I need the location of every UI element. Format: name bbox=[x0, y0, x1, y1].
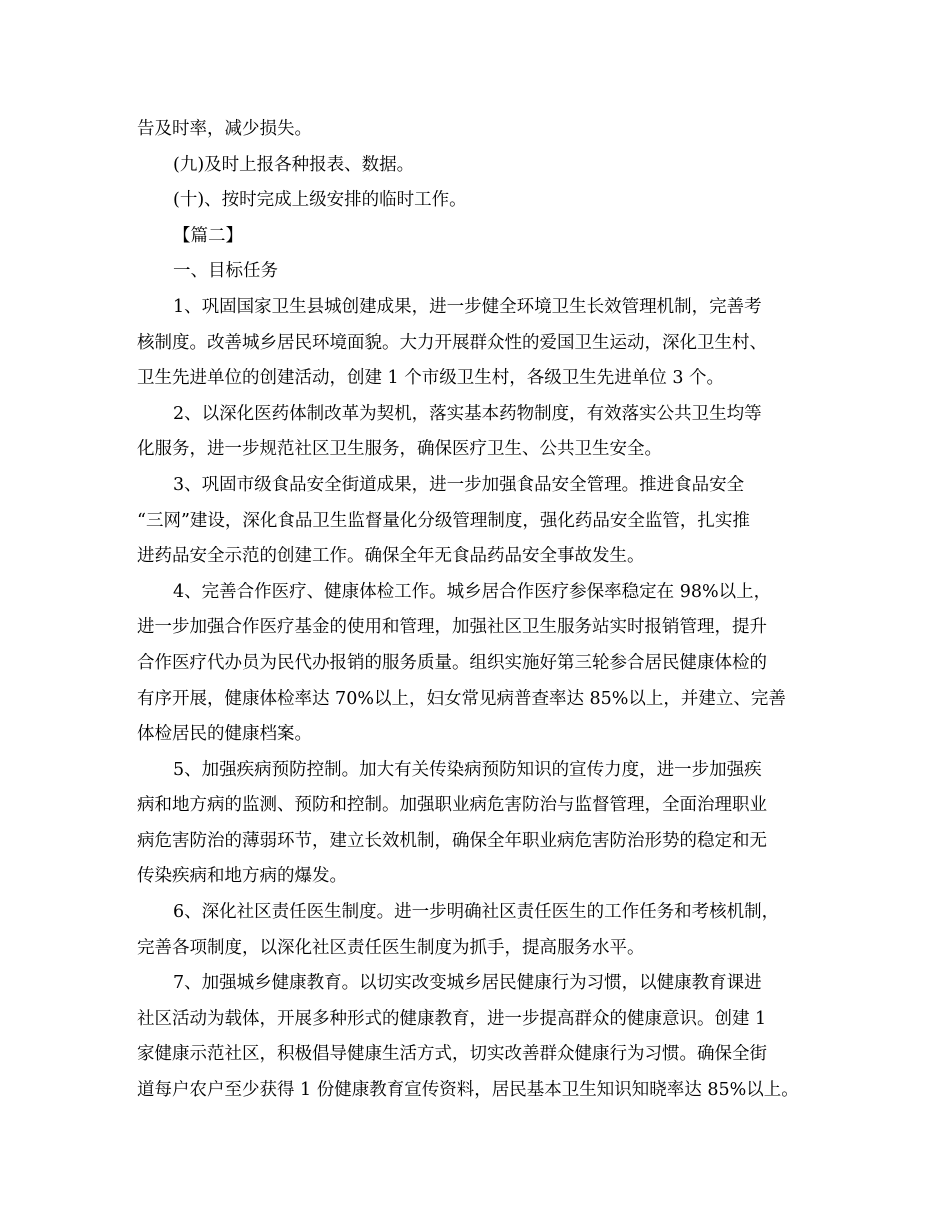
text-line: 4、完善合作医疗、健康体检工作。城乡居合作医疗参保率稳定在 98%以上， bbox=[173, 581, 772, 602]
text-line: 社区活动为载体，开展多种形式的健康教育，进一步提高群众的健康意识。创建 1 bbox=[137, 1008, 767, 1029]
text-line: 体检居民的健康档案。 bbox=[137, 724, 312, 745]
text-line: 【篇二】 bbox=[173, 225, 243, 246]
text-line: 1、巩固国家卫生县城创建成果，进一步健全环境卫生长效管理机制，完善考 bbox=[173, 296, 762, 317]
text-line: 传染疾病和地方病的爆发。 bbox=[137, 866, 347, 887]
text-line: 家健康示范社区，积极倡导健康生活方式，切实改善群众健康行为习惯。确保全街 bbox=[137, 1044, 767, 1065]
text-line: 一、目标任务 bbox=[173, 261, 278, 282]
text-line: 7、加强城乡健康教育。以切实改变城乡居民健康行为习惯，以健康教育课进 bbox=[173, 973, 762, 994]
text-line: “三网”建设，深化食品卫生监督量化分级管理制度，强化药品安全监管，扎实推 bbox=[137, 510, 750, 531]
text-line: 化服务，进一步规范社区卫生服务，确保医疗卫生、公共卫生安全。 bbox=[137, 439, 662, 460]
text-line: 核制度。改善城乡居民环境面貌。大力开展群众性的爱国卫生运动，深化卫生村、 bbox=[137, 332, 767, 353]
text-line: 道每户农户至少获得 1 份健康教育宣传资料，居民基本卫生知识知晓率达 85%以上。 bbox=[137, 1080, 799, 1101]
text-line: 2、以深化医药体制改革为契机，落实基本药物制度，有效落实公共卫生均等 bbox=[173, 403, 762, 424]
text-line: (九)及时上报各种报表、数据。 bbox=[173, 154, 415, 175]
text-line: 病和地方病的监测、预防和控制。加强职业病危害防治与监督管理，全面治理职业 bbox=[137, 795, 767, 816]
document-body bbox=[137, 112, 827, 1109]
text-line: 有序开展，健康体检率达 70%以上，妇女常见病普查率达 85%以上，并建立、完善 bbox=[137, 688, 786, 709]
text-line: 进药品安全示范的创建工作。确保全年无食品药品安全事故发生。 bbox=[137, 546, 645, 567]
text-line: 告及时率，减少损失。 bbox=[137, 119, 312, 139]
text-line: 5、加强疾病预防控制。加大有关传染病预防知识的宣传力度，进一步加强疾 bbox=[173, 759, 762, 780]
text-line: 卫生先进单位的创建活动，创建 1 个市级卫生村，各级卫生先进单位 3 个。 bbox=[137, 368, 725, 389]
text-line: 3、巩固市级食品安全街道成果，进一步加强食品安全管理。推进食品安全 bbox=[173, 474, 745, 495]
text-line: 合作医疗代办员为民代办报销的服务质量。组织实施好第三轮参合居民健康体检的 bbox=[137, 652, 767, 673]
text-line: 进一步加强合作医疗基金的使用和管理，加强社区卫生服务站实时报销管理，提升 bbox=[137, 617, 767, 638]
text-line: 6、深化社区责任医生制度。进一步明确社区责任医生的工作任务和考核机制， bbox=[173, 902, 780, 923]
text-line: (十)、按时完成上级安排的临时工作。 bbox=[173, 190, 467, 211]
text-line: 病危害防治的薄弱环节，建立长效机制，确保全年职业病危害防治形势的稳定和无 bbox=[137, 830, 767, 851]
text-line: 完善各项制度，以深化社区责任医生制度为抓手，提高服务水平。 bbox=[137, 937, 645, 958]
